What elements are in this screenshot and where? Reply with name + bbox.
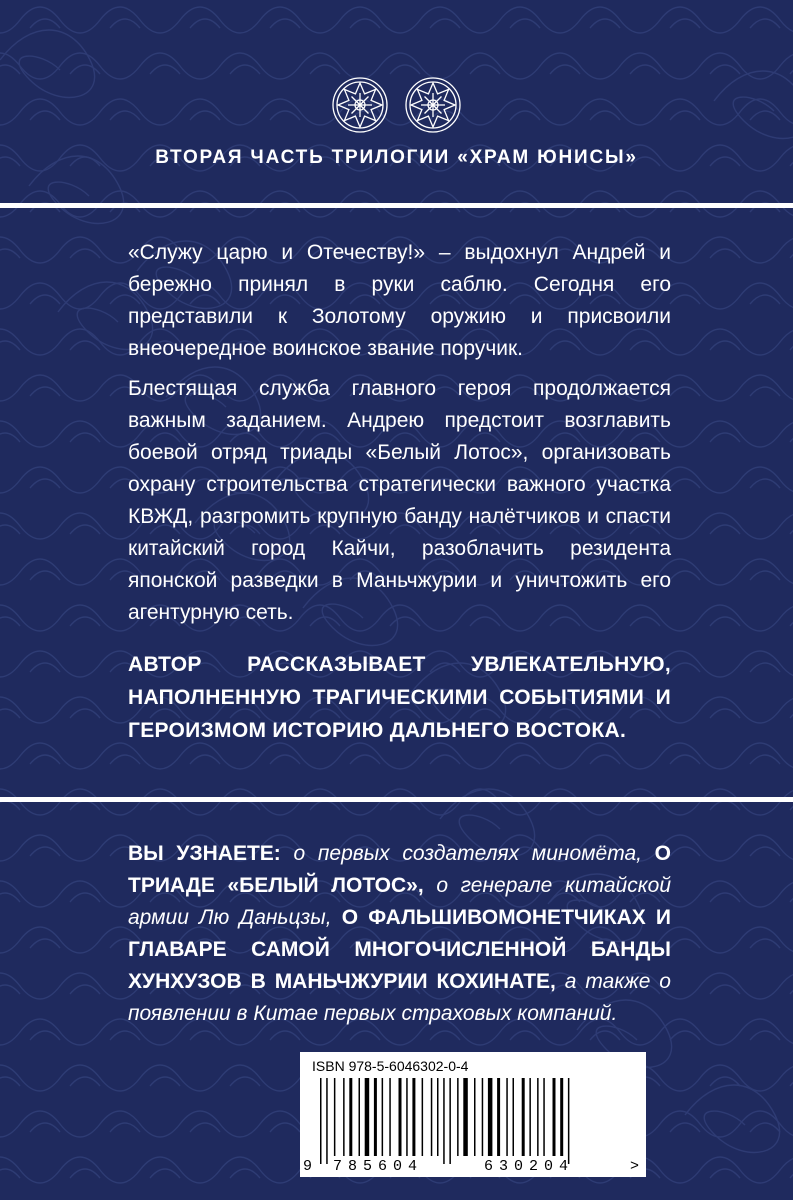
learn-item-mortar: о первых создателях миномёта,: [293, 842, 642, 865]
divider-bottom: [0, 797, 793, 802]
barcode-digits-left: 785604: [333, 1158, 424, 1175]
lotus-star-emblem-icon: [403, 75, 463, 135]
divider-top: [0, 203, 793, 208]
barcode-end-mark: >: [630, 1158, 640, 1175]
lotus-star-emblem-icon: [330, 75, 390, 135]
learn-item-insurance: а также о появлении в Китае первых страховых компаний.: [128, 970, 671, 1025]
paragraph-plot: Блестящая служба главного героя продолжается важным заданием. Андрею предстоит возглавить боевой отряд триады «Белый Лотос», организовать охрану строительства стратегически важного участка КВЖД, разгромить крупную банду налётчиков и спасти китайский город Кайчи, разоблачить резидента японской разведки в Маньчжурии и уничтожить его агентурную сеть.: [128, 377, 671, 624]
learn-item-triad: О ТРИАДЕ «БЕЛЫЙ ЛОТОС»,: [128, 842, 671, 897]
barcode-digit-lead: 9: [303, 1158, 313, 1175]
learn-lead: ВЫ УЗНАЕТЕ:: [128, 842, 281, 865]
learn-item-general: о генерале китайской армии Лю Даньцзы,: [128, 874, 671, 929]
series-title: ВТОРАЯ ЧАСТЬ ТРИЛОГИИ «ХРАМ ЮНИСЫ»: [155, 147, 638, 168]
barcode-bars: [316, 1078, 630, 1168]
learn-paragraph: [128, 838, 671, 1030]
isbn-barcode: [300, 1052, 646, 1177]
barcode-digits-right: 630204: [484, 1158, 575, 1175]
learn-item-counterfeiters: О ФАЛЬШИВОМОНЕТЧИКАХ И ГЛАВАРЕ САМОЙ МНОГОЧИСЛЕННОЙ БАНДЫ ХУНХУЗОВ В МАНЬЧЖУРИИ КОХИНАТЕ,: [128, 906, 672, 993]
isbn-label: ISBN 978-5-6046302-0-4: [312, 1058, 469, 1074]
paragraph-quote: «Служу царю и Отечеству!» – выдохнул Андрей и бережно принял в руки саблю. Сегодня его представили к Золотому оружию и присвоили внеочередное воинское звание поручик.: [128, 241, 671, 360]
emblem-group: [0, 75, 793, 140]
paragraph-author-statement: АВТОР РАССКАЗЫВАЕТ УВЛЕКАТЕЛЬНУЮ, НАПОЛНЕННУЮ ТРАГИЧЕСКИМИ СОБЫТИЯМИ И ГЕРОИЗМОМ ИСТОРИЮ ДАЛЬНЕГО ВОСТОКА.: [128, 653, 671, 742]
